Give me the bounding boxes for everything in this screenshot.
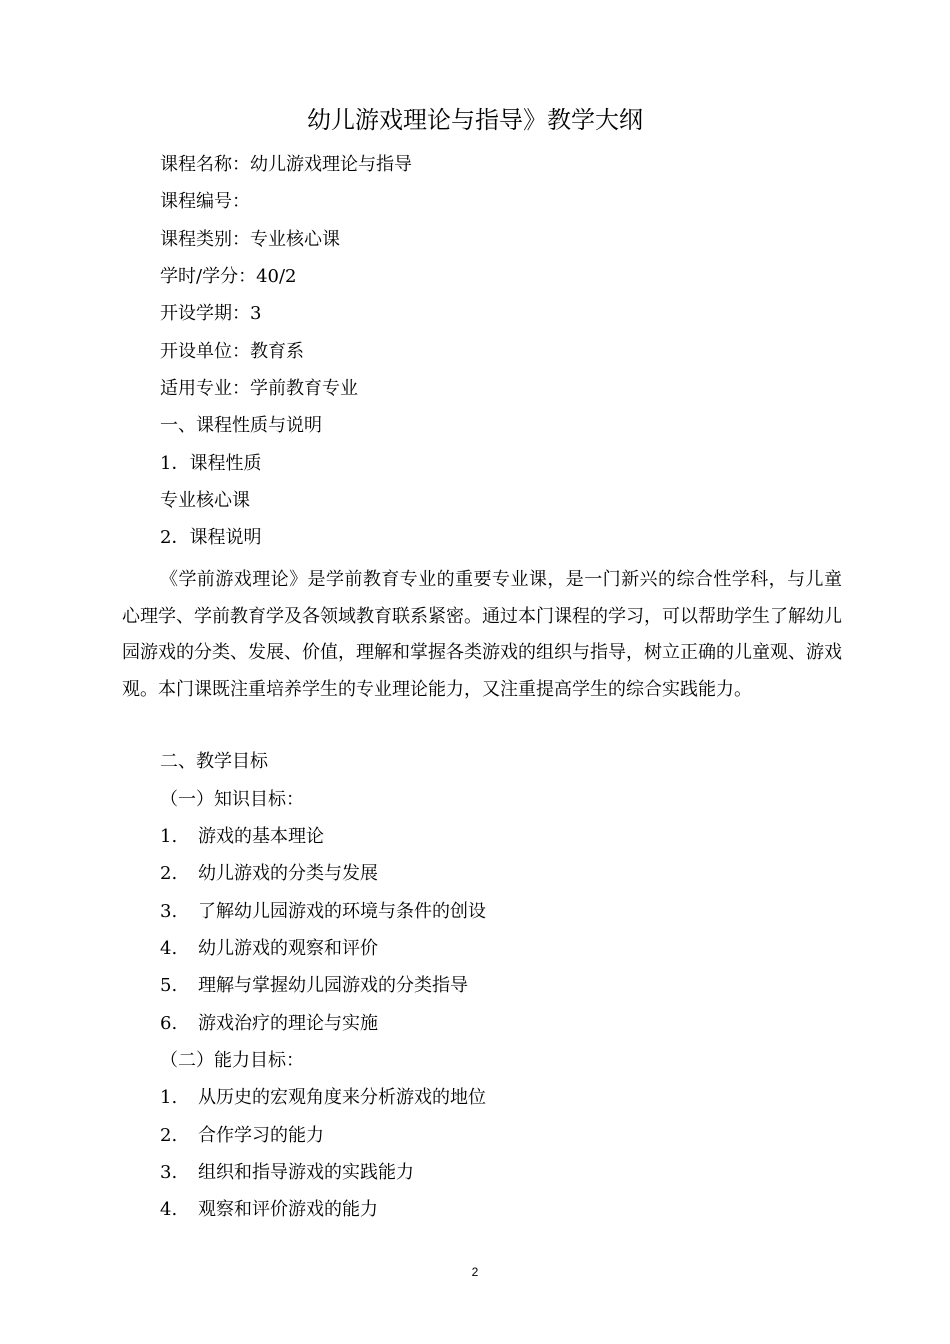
course-name-line: 课程名称：幼儿游戏理论与指导 [160, 154, 412, 175]
course-semester-line: 开设学期：3 [160, 303, 262, 324]
list-number: 1. [160, 1087, 178, 1108]
course-nature-text: 专业核心课 [160, 490, 250, 511]
list-number: 2. [160, 1125, 178, 1146]
list-item-text: 游戏治疗的理论与实施 [198, 1013, 378, 1034]
knowledge-goals-heading: （一）知识目标： [160, 789, 304, 810]
page-number: 2 [471, 1265, 479, 1279]
ability-goals-heading: （二）能力目标： [160, 1050, 304, 1071]
list-number: 6. [160, 1013, 178, 1034]
list-number: 2. [160, 863, 178, 884]
knowledge-goal-item [160, 1011, 378, 1037]
course-major-line: 适用专业：学前教育专业 [160, 378, 358, 399]
knowledge-goal-item [160, 861, 378, 887]
subsection-heading: 2．课程说明 [160, 527, 262, 548]
section-heading: 一、课程性质与说明 [160, 415, 322, 436]
knowledge-goal-item [160, 973, 468, 999]
knowledge-goal-item [160, 899, 486, 925]
list-number: 4. [160, 1199, 178, 1220]
list-number: 3. [160, 1162, 178, 1183]
list-item-text: 幼儿游戏的分类与发展 [198, 863, 378, 884]
list-item-text: 观察和评价游戏的能力 [198, 1199, 378, 1220]
list-item-text: 游戏的基本理论 [198, 826, 324, 847]
course-hours-line: 学时/学分：40/2 [160, 266, 297, 287]
course-category-line: 课程类别：专业核心课 [160, 229, 340, 250]
document-title: 幼儿游戏理论与指导》教学大纲 [307, 106, 643, 134]
list-number: 4. [160, 938, 178, 959]
list-number: 3. [160, 901, 178, 922]
knowledge-goal-item [160, 824, 324, 850]
course-code-line: 课程编号： [160, 191, 250, 212]
list-item-text: 合作学习的能力 [198, 1125, 324, 1146]
knowledge-goal-item [160, 936, 378, 962]
list-item-text: 幼儿游戏的观察和评价 [198, 938, 378, 959]
list-item-text: 从历史的宏观角度来分析游戏的地位 [198, 1087, 486, 1108]
ability-goal-item [160, 1123, 324, 1149]
course-description-paragraph: 《学前游戏理论》是学前教育专业的重要专业课，是一门新兴的综合性学科，与儿童心理学、学前教育学及各领域教育联系紧密。通过本门课程的学习，可以帮助学生了解幼儿园游戏的分类、发展、价值，理解和掌握各类游戏的组织与指导，树立正确的儿童观、游戏观。本门课既注重培养学生的专业理论能力，又注重提高学生的综合实践能力。 [122, 569, 842, 700]
subsection-heading: 1．课程性质 [160, 453, 262, 474]
list-number: 5. [160, 975, 178, 996]
list-item-text: 了解幼儿园游戏的环境与条件的创设 [198, 901, 486, 922]
list-item-text: 组织和指导游戏的实践能力 [198, 1162, 414, 1183]
ability-goal-item [160, 1160, 414, 1186]
section-heading: 二、教学目标 [160, 751, 268, 772]
ability-goal-item [160, 1197, 378, 1223]
list-item-text: 理解与掌握幼儿园游戏的分类指导 [198, 975, 468, 996]
ability-goal-item [160, 1085, 486, 1111]
list-number: 1. [160, 826, 178, 847]
course-department-line: 开设单位：教育系 [160, 341, 304, 362]
